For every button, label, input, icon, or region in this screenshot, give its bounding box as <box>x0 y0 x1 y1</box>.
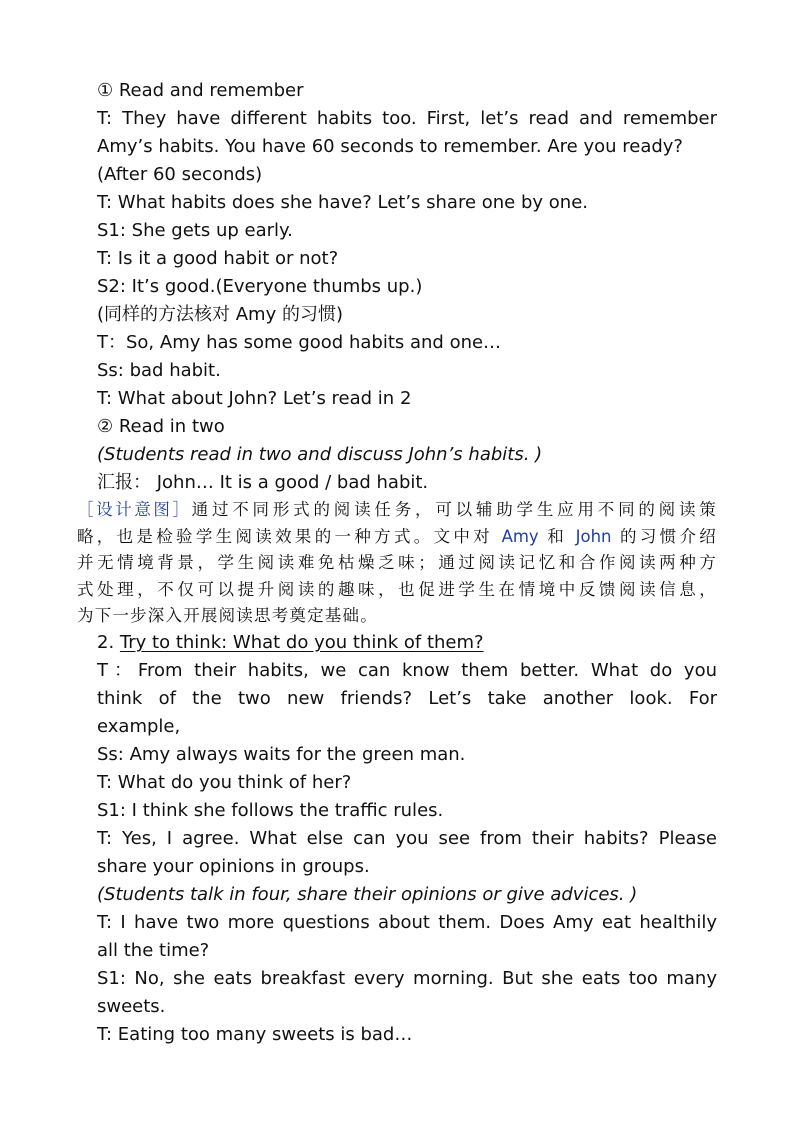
dialogue-line: S1: She gets up early. <box>97 220 293 241</box>
dialogue-line: T: Yes, I agree. What else can you see from their habits? Please <box>97 828 717 849</box>
dialogue-line: S2: It’s good.(Everyone thumbs up.) <box>97 276 423 297</box>
dialogue-line: Ss: Amy always waits for the green man. <box>97 744 466 765</box>
design-intent-text: 略，也是检验学生阅读效果的一种方式。文中对 <box>77 527 502 546</box>
chinese-note: (同样的方法核对 Amy 的习惯) <box>97 304 343 325</box>
dialogue-line: T: Eating too many sweets is bad… <box>97 1024 413 1045</box>
dialogue-line: S1: No, she eats breakfast every morning. But she eats too many <box>97 968 717 989</box>
section-heading <box>97 629 484 657</box>
step-read-and-remember: ① Read and remember <box>97 80 304 101</box>
dialogue-line: example, <box>97 716 181 737</box>
design-intent-line: 并无情境背景，学生阅读难免枯燥乏味；通过阅读记忆和合作阅读两种方 <box>77 553 717 572</box>
stage-direction: (After 60 seconds) <box>97 164 263 185</box>
dialogue-line: T: Is it a good habit or not? <box>97 248 339 269</box>
dialogue-line: S1: I think she follows the traffic rules. <box>97 800 444 821</box>
design-intent-text: 和 <box>538 527 576 546</box>
design-intent-line: 式处理，不仅可以提升阅读的趣味，也促进学生在情境中反馈阅读信息， <box>77 580 717 599</box>
name-amy: Amy <box>501 527 539 546</box>
dialogue-line: T：So, Amy has some good habits and one… <box>97 332 502 353</box>
dialogue-line: think of the two new friends? Let’s take another look. For <box>97 688 717 709</box>
dialogue-line: T: What habits does she have? Let’s share one by one. <box>97 192 588 213</box>
dialogue-line: Ss: bad habit. <box>97 360 221 381</box>
stage-direction: (Students read in two and discuss John’s habits. ) <box>97 444 543 465</box>
dialogue-line: share your opinions in groups. <box>97 856 370 877</box>
dialogue-line: sweets. <box>97 996 166 1017</box>
design-intent-line <box>77 497 717 524</box>
design-intent-text: 的习惯介绍 <box>611 527 717 546</box>
dialogue-line: all the time? <box>97 940 210 961</box>
stage-direction: (Students talk in four, share their opinions or give advices. ) <box>97 884 638 905</box>
dialogue-line: T: They have different habits too. First, let’s read and remember <box>97 108 717 129</box>
design-intent-line: 为下一步深入开展阅读思考奠定基础。 <box>77 606 378 625</box>
design-intent-line <box>77 524 717 551</box>
dialogue-line: T: What about John? Let’s read in 2 <box>97 388 412 409</box>
dialogue-line: T：From their habits, we can know them better. What do you <box>97 660 717 681</box>
dialogue-line: T: What do you think of her? <box>97 772 352 793</box>
section-number: 2. <box>97 632 120 653</box>
step-read-in-two: ② Read in two <box>97 416 225 437</box>
section-title: Try to think: What do you think of them? <box>119 632 484 653</box>
design-intent-text: 通过不同形式的阅读任务，可以辅助学生应用不同的阅读策 <box>191 500 717 519</box>
dialogue-line: T: I have two more questions about them. Does Amy eat healthily <box>97 912 717 933</box>
name-john: John <box>575 527 612 546</box>
report-line: 汇报： John… It is a good / bad habit. <box>97 472 429 493</box>
dialogue-line: Amy’s habits. You have 60 seconds to remember. Are you ready? <box>97 136 683 157</box>
design-intent-label: ［设计意图］ <box>77 500 192 519</box>
